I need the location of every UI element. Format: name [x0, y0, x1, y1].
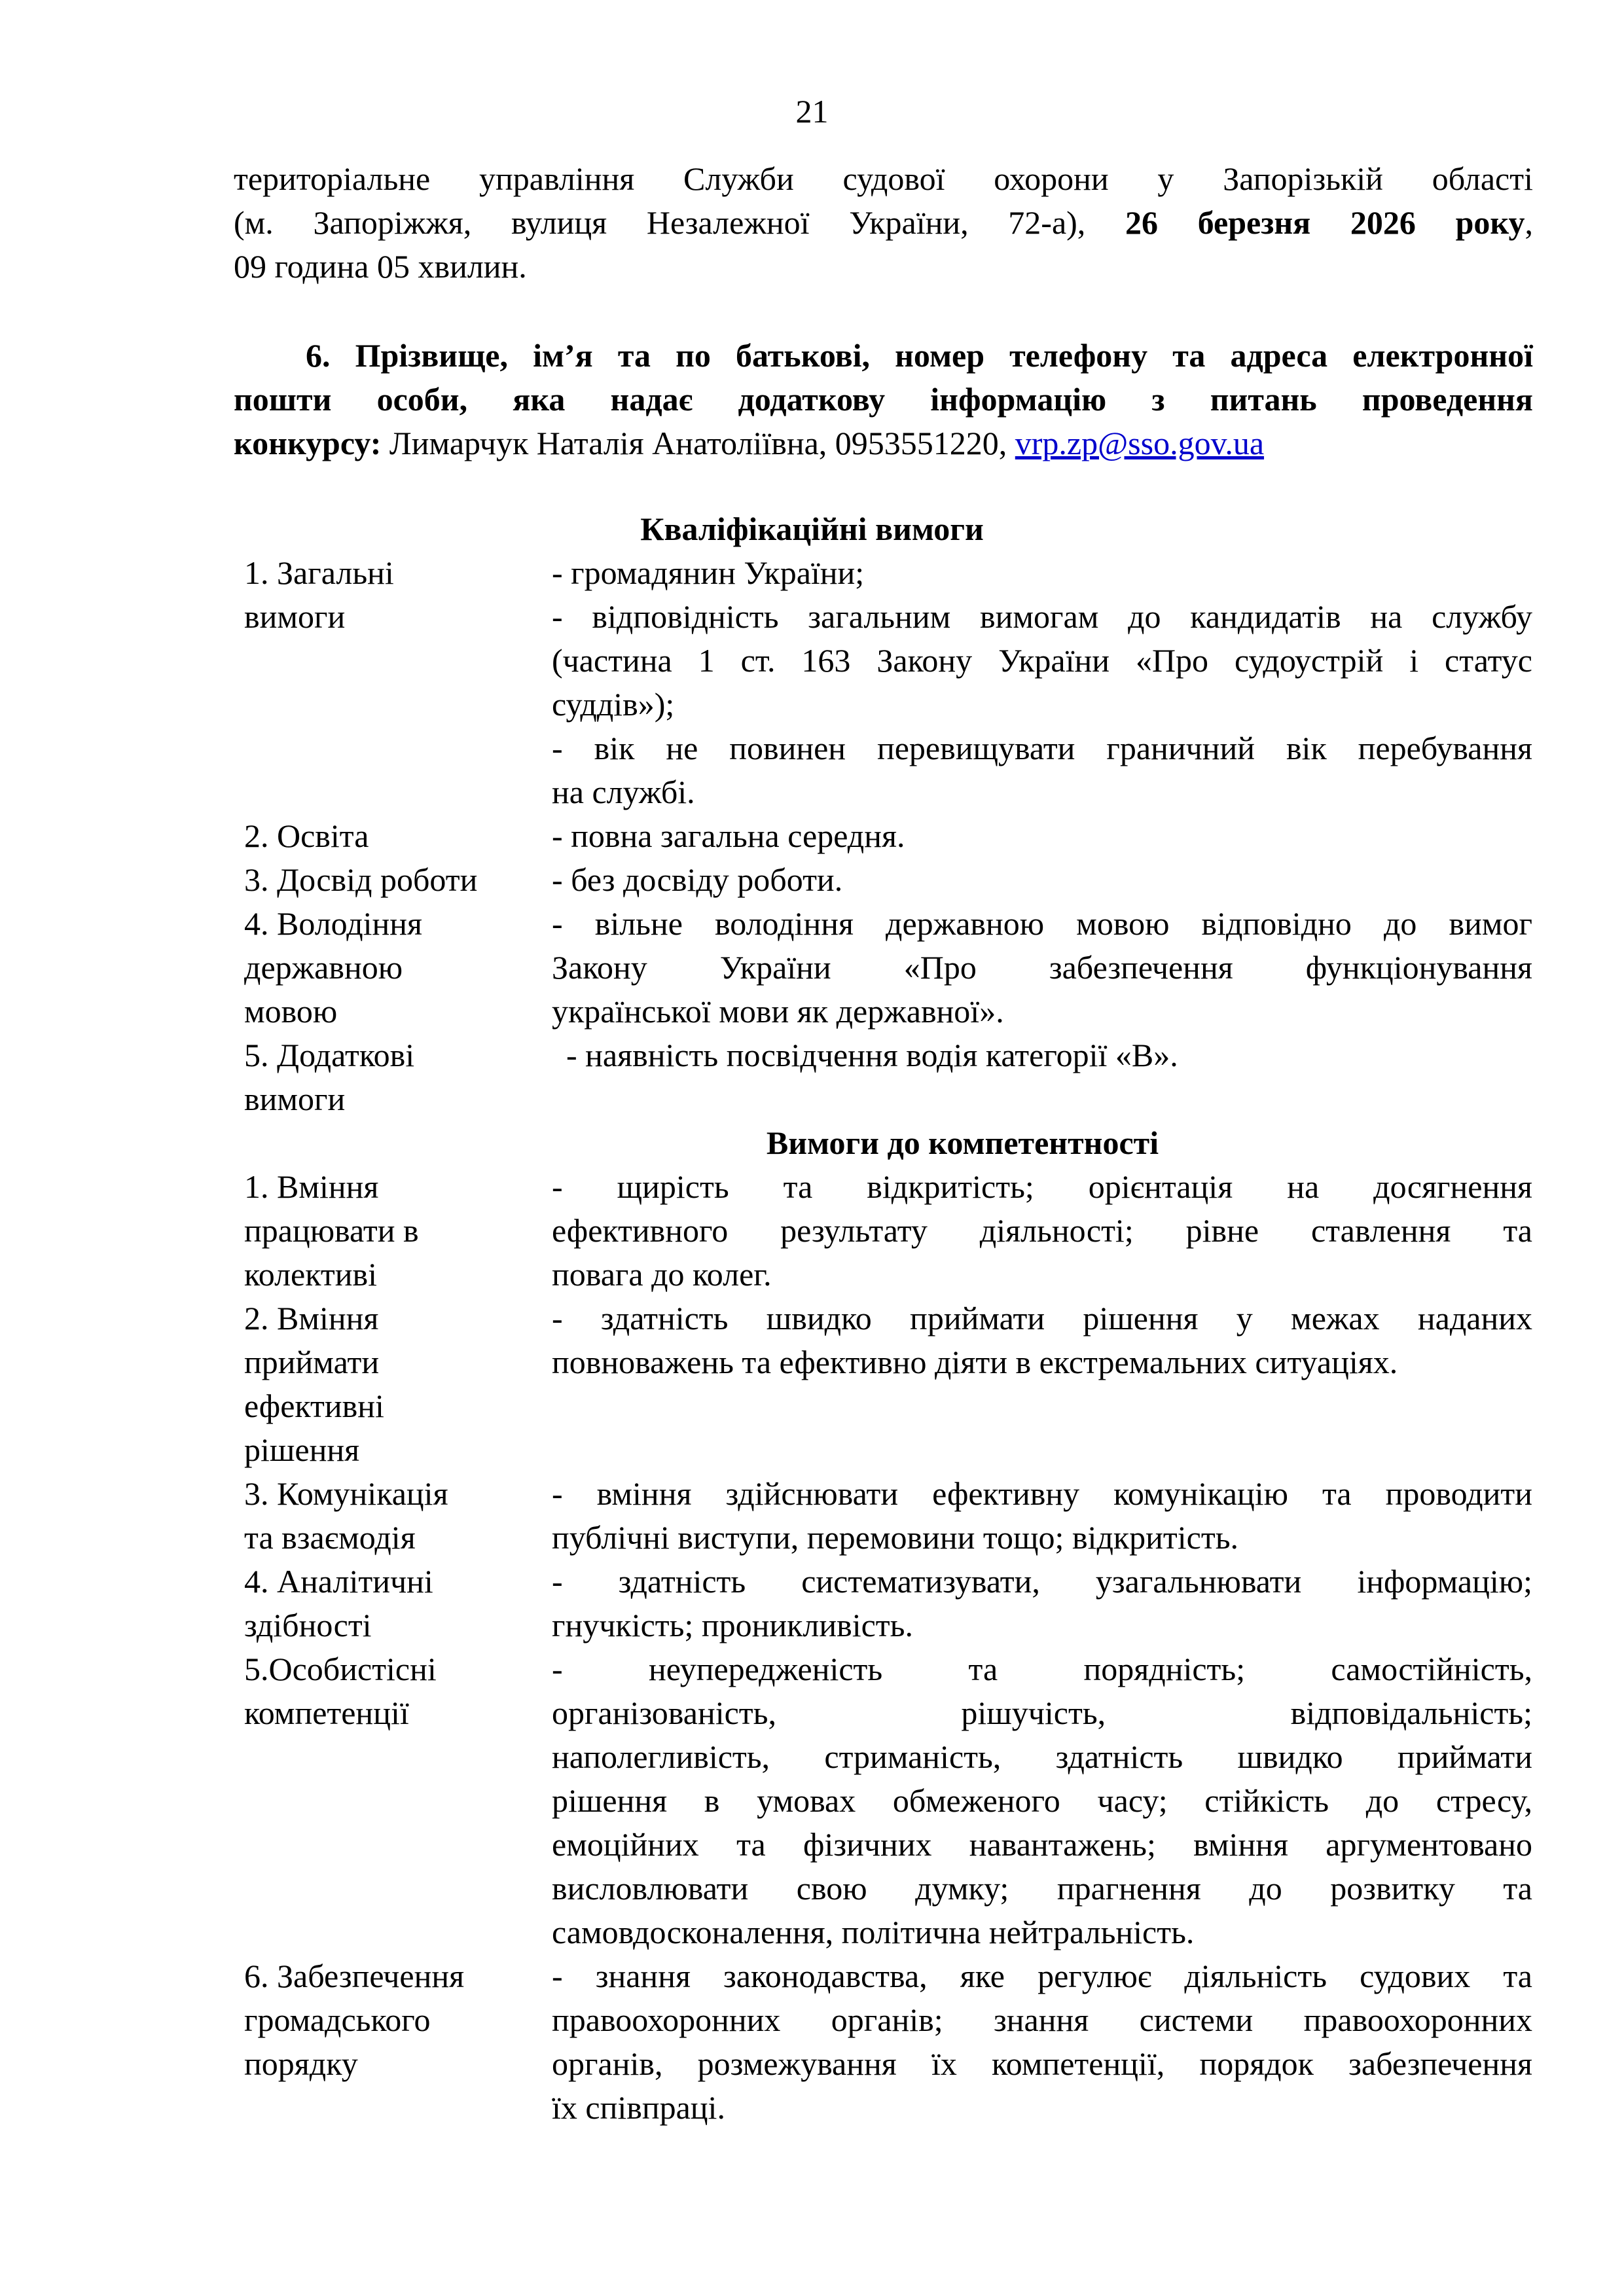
contact-heading-line-3: конкурсу:	[234, 425, 382, 461]
competence-row	[244, 1297, 1532, 1472]
competence-text-line: організованість, рішучість, відповідальність;	[552, 1695, 1532, 1731]
competence-label-line: та взаємодія	[244, 1519, 416, 1556]
competence-label	[244, 1297, 552, 1472]
competence-label	[244, 1647, 552, 1954]
competence-label-line: 3. Комунікація	[244, 1475, 448, 1512]
contact-heading-line-1: 6. Прізвище, ім’я та по батькові, номер телефону та адреса електронної	[306, 337, 1533, 374]
competence-text-line: гнучкість; проникливість.	[552, 1607, 913, 1643]
competence-text-line: - знання законодавства, яке регулює діяльність судових та	[552, 1958, 1532, 1994]
competence-text-line: повага до колег.	[552, 1256, 772, 1293]
competence-row	[244, 1472, 1532, 1560]
qualification-text	[552, 551, 1532, 814]
competence-label-line: приймати	[244, 1344, 380, 1380]
qualification-text-line: - вільне володіння державною мовою відповідно до вимог	[552, 905, 1532, 942]
competence-label-line: 2. Вміння	[244, 1300, 379, 1336]
contact-line-3	[234, 422, 1533, 465]
competence-text-line: їх співпраці.	[552, 2089, 725, 2126]
qualification-row	[244, 551, 1532, 814]
competence-label-line: колективі	[244, 1256, 377, 1293]
qualification-row	[244, 814, 1532, 858]
qualification-label-line: 5. Додаткові	[244, 1037, 415, 1073]
competence-text	[552, 1954, 1532, 2130]
qualification-label-line: вимоги	[244, 1081, 346, 1117]
competence-row	[244, 1954, 1532, 2130]
qualification-text-line: - наявність посвідчення водія категорії «В».	[566, 1037, 1178, 1073]
qualification-label-line: вимоги	[244, 598, 346, 635]
competence-text	[552, 1560, 1532, 1647]
competence-text-line: - здатність швидко приймати рішення у межах наданих	[552, 1300, 1532, 1336]
competence-label	[244, 1560, 552, 1647]
qualification-label	[244, 902, 552, 1033]
competence-text-line: ефективного результату діяльності; рівне ставлення та	[552, 1212, 1532, 1249]
qualification-label-line: мовою	[244, 993, 338, 1030]
competence-text-line: - щирість та відкритість; орієнтація на досягнення	[552, 1168, 1532, 1205]
competence-text-line: самовдосконалення, політична нейтральність.	[552, 1914, 1195, 1950]
competence-label	[244, 1954, 552, 2130]
competence-text-line: емоційних та фізичних навантажень; вміння аргументовано	[552, 1826, 1532, 1863]
competence-row	[244, 1647, 1532, 1954]
competence-label-line: порядку	[244, 2045, 358, 2082]
competence-text-line: органів, розмежування їх компетенції, порядок забезпечення	[552, 2045, 1532, 2082]
qualification-table	[244, 551, 1532, 1121]
qualification-label	[244, 814, 552, 858]
competence-label	[244, 1472, 552, 1560]
competence-text-line: - неупередженість та порядність; самостійність,	[552, 1651, 1532, 1687]
competence-row	[244, 1165, 1532, 1297]
competence-label-line: громадського	[244, 2001, 431, 2038]
qualification-text-line: суддів»);	[552, 686, 675, 723]
contact-person: Лимарчук Наталія Анатоліївна, 0953551220,	[389, 425, 1007, 461]
competence-title: Вимоги до компетентності	[766, 1124, 1159, 1161]
competence-text	[552, 1472, 1532, 1560]
contact-heading-line-2: пошти особи, яка надає додаткову інформацію з питань проведення	[234, 381, 1533, 418]
competence-label-line: рішення	[244, 1431, 360, 1468]
competence-text-line: висловлювати свою думку; прагнення до розвитку та	[552, 1870, 1532, 1907]
competence-text-line: наполегливість, стриманість, здатність швидко приймати	[552, 1738, 1532, 1775]
qualification-label-line: 3. Досвід роботи	[244, 861, 478, 898]
competence-label-line: 5.Особистісні	[244, 1651, 437, 1687]
qualification-text-line: - громадянин України;	[552, 554, 865, 591]
intro-date: 26 березня 2026 року	[1125, 204, 1525, 241]
competence-text	[552, 1647, 1532, 1954]
page-number: 21	[795, 93, 829, 130]
qualification-label-line: 4. Володіння	[244, 905, 423, 942]
contact-paragraph	[234, 334, 1533, 465]
competence-label-line: 1. Вміння	[244, 1168, 379, 1205]
qualification-row	[244, 858, 1532, 902]
qualification-text-line: (частина 1 ст. 163 Закону України «Про судоустрій і статус	[552, 642, 1532, 679]
competence-table	[244, 1165, 1532, 2130]
intro-line-3: 09 година 05 хвилин.	[234, 248, 527, 285]
intro-line-2: (м. Запоріжжя, вулиця Незалежної України, 72-а), 26 березня 2026 року,	[234, 204, 1533, 241]
qualification-label-line: державною	[244, 949, 403, 986]
qualification-text-line: на службі.	[552, 774, 695, 810]
competence-text-line: - здатність систематизувати, узагальнювати інформацію;	[552, 1563, 1532, 1600]
competence-label-line: 4. Аналітичні	[244, 1563, 433, 1600]
qualification-label	[244, 858, 552, 902]
qualification-text-line: української мови як державної».	[552, 993, 1004, 1030]
qualification-text-line: - вік не повинен перевищувати граничний вік перебування	[552, 730, 1532, 766]
qualification-text-line: Закону України «Про забезпечення функціонування	[552, 949, 1532, 986]
competence-text	[552, 1165, 1532, 1297]
competence-label	[244, 1165, 552, 1297]
competence-text-line: правоохоронних органів; знання системи правоохоронних	[552, 2001, 1532, 2038]
contact-email-link[interactable]: vrp.zp@sso.gov.ua	[1015, 425, 1265, 461]
intro-line-1: територіальне управління Служби судової охорони у Запорізькій області	[234, 160, 1533, 197]
qualification-text	[552, 814, 1532, 858]
competence-row	[244, 1560, 1532, 1647]
competence-label-line: 6. Забезпечення	[244, 1958, 465, 1994]
competence-label-line: компетенції	[244, 1695, 409, 1731]
competence-label-line: працювати в	[244, 1212, 419, 1249]
intro-paragraph	[234, 157, 1533, 289]
competence-label-line: здібності	[244, 1607, 372, 1643]
qualification-text	[552, 1033, 1532, 1121]
qualification-label	[244, 551, 552, 814]
qualification-label-line: 1. Загальні	[244, 554, 394, 591]
qualification-title: Кваліфікаційні вимоги	[640, 511, 984, 547]
qualification-row	[244, 902, 1532, 1033]
competence-label-line: ефективні	[244, 1388, 384, 1424]
competence-text	[552, 1297, 1532, 1472]
competence-text-line: повноважень та ефективно діяти в екстремальних ситуаціях.	[552, 1344, 1398, 1380]
competence-text-line: рішення в умовах обмеженого часу; стійкість до стресу,	[552, 1782, 1532, 1819]
qualification-text-line: - повна загальна середня.	[552, 817, 905, 854]
qualification-text	[552, 858, 1532, 902]
qualification-label-line: 2. Освіта	[244, 817, 369, 854]
qualification-label	[244, 1033, 552, 1121]
qualification-row	[244, 1033, 1532, 1121]
qualification-text-line: - без досвіду роботи.	[552, 861, 843, 898]
qualification-text-line: - відповідність загальним вимогам до кандидатів на службу	[552, 598, 1532, 635]
qualification-text	[552, 902, 1532, 1033]
competence-text-line: публічні виступи, перемовини тощо; відкритість.	[552, 1519, 1239, 1556]
competence-text-line: - вміння здійснювати ефективну комунікацію та проводити	[552, 1475, 1532, 1512]
